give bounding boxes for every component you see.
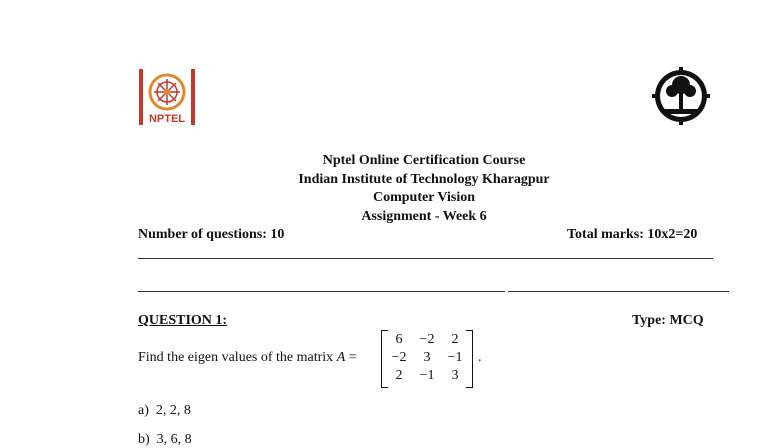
- matrix-cell: −2: [419, 332, 435, 347]
- divider-bottom-left: [138, 291, 505, 292]
- question-1-prefix: Find the eigen values of the matrix: [138, 350, 337, 365]
- matrix-cell: −1: [419, 368, 435, 383]
- iit-kharagpur-emblem-icon: [652, 67, 710, 127]
- total-marks: Total marks: 10x2=20: [567, 227, 698, 242]
- matrix-cell: 6: [395, 332, 403, 347]
- institute-name: Indian Institute of Technology Kharagpur: [298, 172, 550, 187]
- option-a[interactable]: [138, 403, 191, 419]
- course-title: Nptel Online Certification Course: [322, 153, 526, 168]
- matrix-cell: 3: [423, 350, 431, 365]
- option-a-value: 2, 2, 8: [155, 403, 191, 418]
- matrix-cell: −2: [391, 350, 407, 365]
- option-b[interactable]: [138, 432, 192, 448]
- question-1-type: Type: MCQ: [632, 313, 704, 328]
- matrix-period: .: [478, 350, 482, 365]
- matrix-cell: −1: [447, 350, 463, 365]
- matrix-cell: 3: [451, 368, 459, 383]
- matrix-cell: 2: [395, 368, 403, 383]
- divider-top: [138, 258, 713, 259]
- assignment-title: Assignment - Week 6: [361, 209, 487, 224]
- nptel-logo: [137, 67, 197, 127]
- divider-bottom-right: [508, 291, 729, 292]
- option-a-label: a): [138, 403, 149, 418]
- option-b-value: 3, 6, 8: [156, 432, 192, 447]
- matrix-A: [381, 330, 473, 386]
- question-1-title: QUESTION 1:: [138, 313, 228, 328]
- matrix-symbol: A: [336, 350, 346, 365]
- equals-sign: =: [345, 350, 357, 365]
- question-1-text: [138, 350, 357, 366]
- number-of-questions: Number of questions: 10: [138, 227, 285, 242]
- subject-name: Computer Vision: [372, 190, 476, 205]
- option-b-label: b): [138, 432, 150, 447]
- nptel-logo-text: NPTEL: [148, 113, 186, 125]
- matrix-cell: 2: [451, 332, 459, 347]
